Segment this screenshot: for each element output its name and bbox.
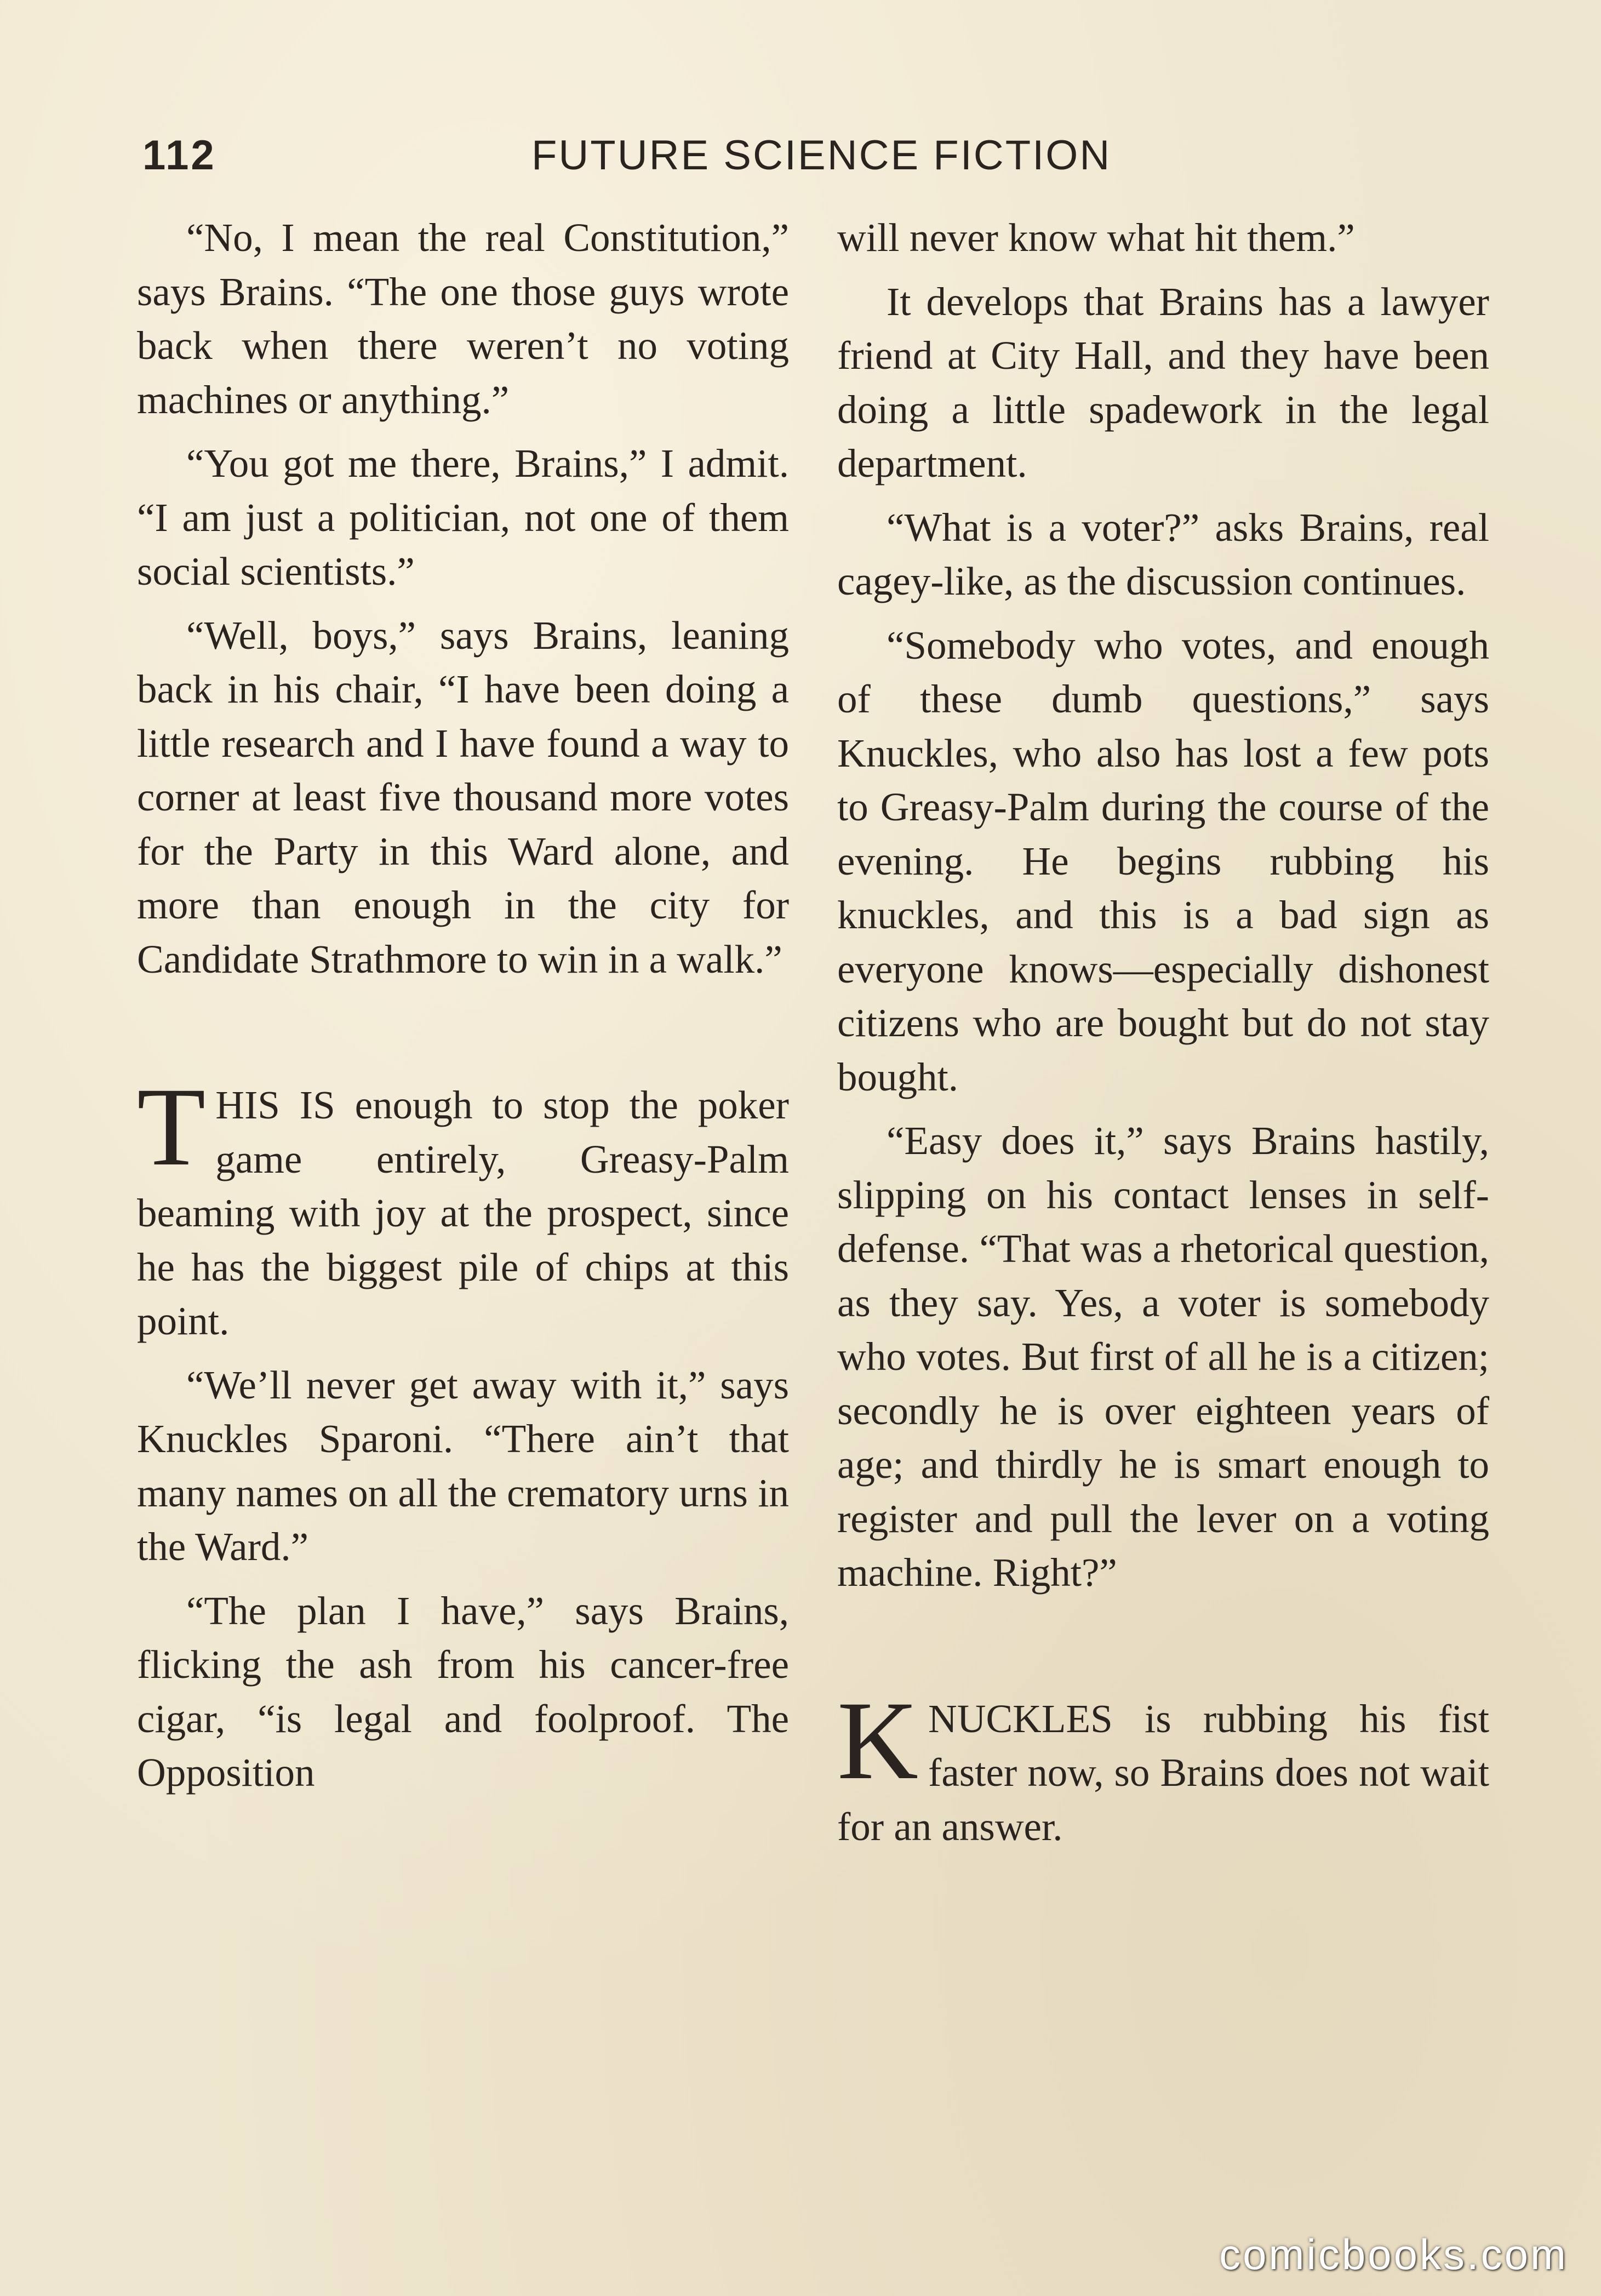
paragraph: It develops that Brains has a lawyer friend at City Hall, and they have been doing a little spadework in the legal department.: [837, 279, 1489, 486]
paragraph: “What is a voter?” asks Brains, real cagey-like, as the discussion continues.: [837, 505, 1489, 603]
paragraph: “Well, boys,” says Brains, leaning back in his chair, “I have been doing a little research and I have found a way to corner at least five thousand more votes for the Party in this Ward alone, and more than enough in the city for Candidate Strathmore to win in a walk.”: [137, 613, 789, 981]
drop-cap-t: T: [137, 1065, 206, 1189]
paragraph: “Somebody who votes, and enough of these dumb questions,” says Knuckles, who also has lost a few pots to Greasy-Palm during the course of the evening. He begins rubbing his knuckles, and this is a bad sign as everyone knows—especially dishonest citizens who are bought but do not stay bought.: [837, 622, 1489, 1099]
section-break: [837, 1610, 1489, 1692]
left-column: [137, 211, 789, 1810]
running-title: FUTURE SCIENCE FICTION: [531, 132, 1112, 179]
page-number: 112: [142, 132, 216, 179]
paragraph: “The plan I have,” says Brains, flicking the ash from his cancer-free cigar, “is legal and foolproof. The Opposition: [137, 1588, 789, 1795]
watermark: comicbooks.com: [1219, 2230, 1568, 2278]
paragraph: “You got me there, Brains,” I admit. “I am just a politician, not one of them social scientists.”: [137, 441, 789, 593]
paragraph: “No, I mean the real Constitution,” says Brains. “The one those guys wrote back when there weren’t no voting machines or anything.”: [137, 215, 789, 422]
paragraph: “Easy does it,” says Brains hastily, slipping on his contact lenses in self-defense. “That was a rhetorical question, as they say. Yes, a voter is somebody who votes. But first of all he is a citizen; secondly he is over eighteen years of age; and thirdly he is smart enough to register and pull the lever on a voting machine. Right?”: [837, 1118, 1489, 1595]
paragraph-continued: will never know what hit them.”: [837, 215, 1355, 260]
paragraph: “We’ll never get away with it,” says Knuckles Sparoni. “There ain’t that many names on all the crematory urns in the Ward.”: [137, 1362, 789, 1569]
section-lead-text: NUCKLES is rubbing his fist faster now, so Brains does not wait for an answer.: [837, 1696, 1489, 1849]
right-column: [837, 211, 1489, 1864]
section-lead-paragraph: [137, 1065, 789, 1349]
section-break: [137, 996, 789, 1078]
section-lead-text: HIS IS enough to stop the poker game entirely, Greasy-Palm beaming with joy at the prospect, since he has the biggest pile of chips at this point.: [137, 1083, 789, 1343]
page-header: [137, 132, 1485, 192]
section-lead-paragraph: [837, 1678, 1489, 1854]
drop-cap-k: K: [837, 1678, 919, 1803]
